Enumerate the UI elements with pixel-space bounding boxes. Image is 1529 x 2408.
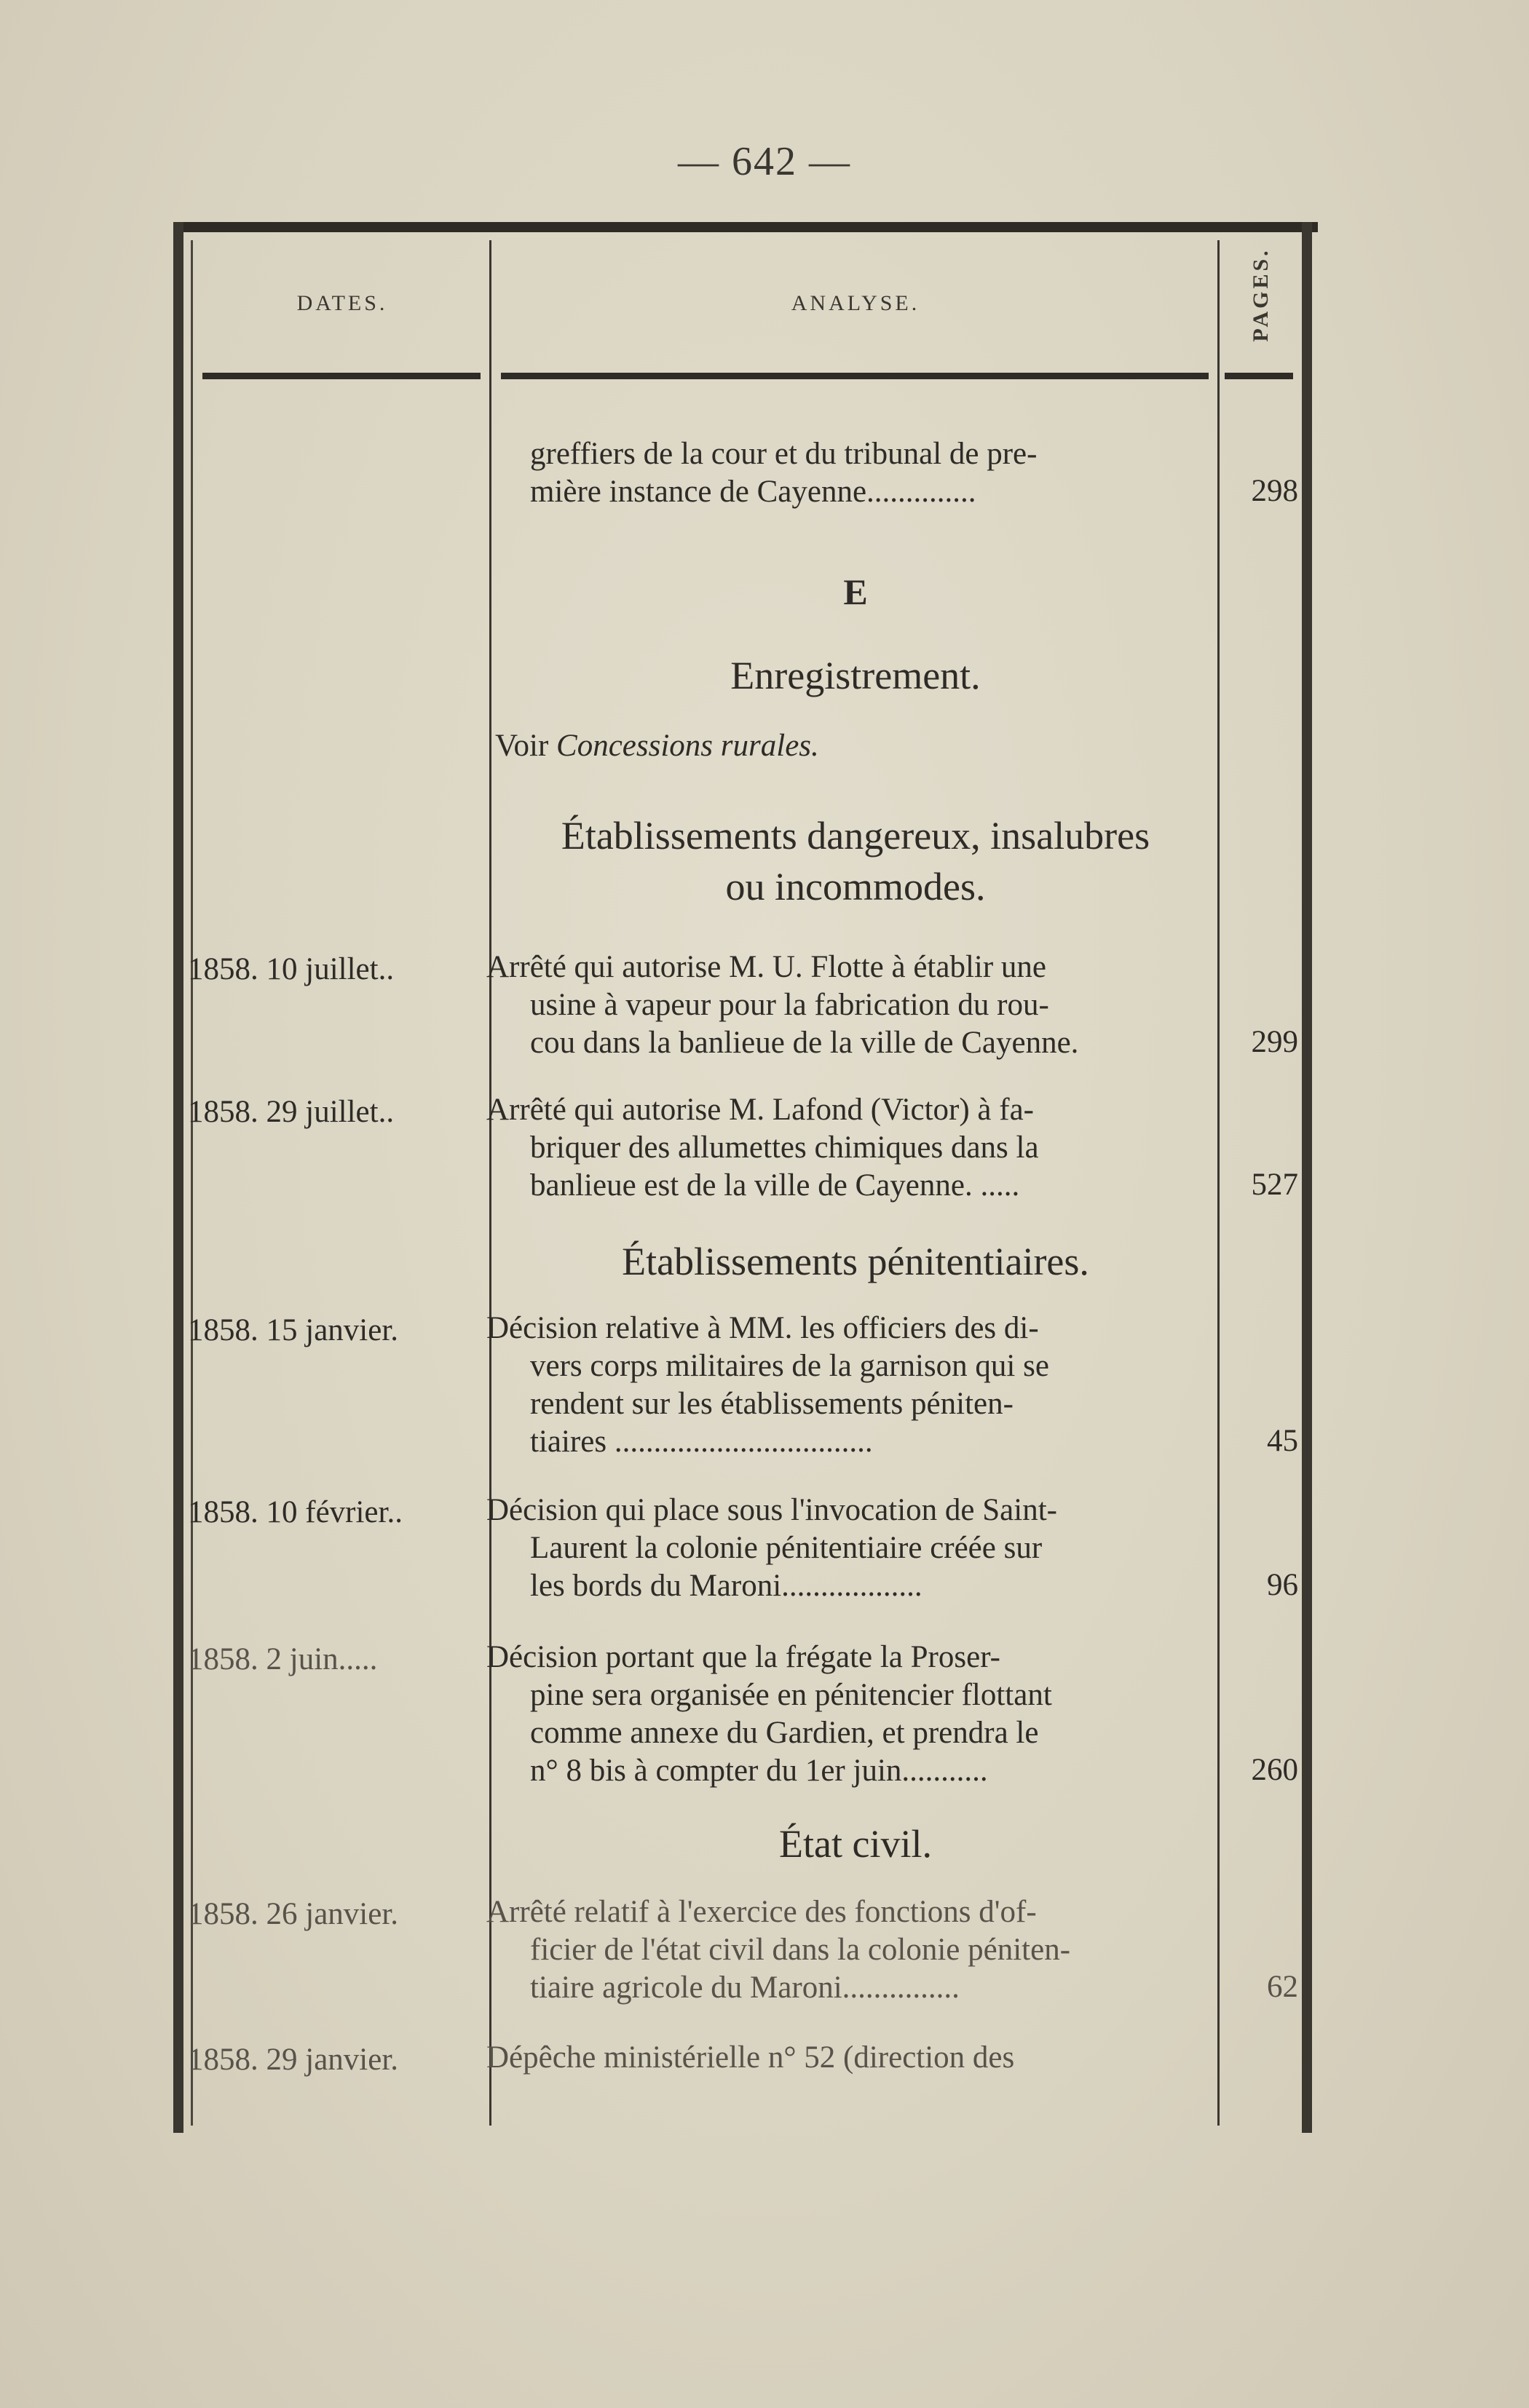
column-header-dates: DATES. [296,291,388,315]
entry-date: 1858. 15 janvier. [188,1313,399,1347]
entry-line: briquer des allumettes chimiques dans la [530,1130,1039,1165]
page-number: — 642 — [678,139,851,184]
column-header-analyse: ANALYSE. [791,291,920,315]
page-ref: 260 [1251,1753,1298,1787]
cross-reference-target: Concessions rurales. [556,729,819,763]
table-top-border [178,222,1318,232]
page-ref: 298 [1251,474,1298,508]
section-heading: État civil. [779,1822,932,1866]
table-left-border [173,222,183,2133]
entry-date: 1858. 29 janvier. [188,2043,399,2077]
entry-line: n° 8 bis à compter du 1er juin........... [530,1754,988,1788]
section-heading: Établissements pénitentiaires. [622,1240,1089,1283]
entry-line: usine à vapeur pour la fabrication du rou- [530,988,1049,1022]
entry-date: 1858. 10 février.. [188,1495,403,1529]
entry-line: rendent sur les établissements péniten- [530,1387,1014,1421]
section-heading: ou incommodes. [725,865,986,908]
page-ref: 62 [1267,1970,1298,2004]
entry-line: mière instance de Cayenne.............. [530,475,976,509]
entry-line: greffiers de la cour et du tribunal de pre- [530,437,1038,471]
entry-line: cou dans la banlieue de la ville de Cayenne. [530,1026,1079,1060]
entry-text [486,1310,1211,1461]
entry-text [486,1639,1211,1790]
entry-line: banlieue est de la ville de Cayenne. ..... [530,1168,1020,1203]
entry-line: Arrêté relatif à l'exercice des fonctions d'of- [486,1895,1037,1929]
entry-text [486,1492,1211,1605]
page-ref: 299 [1251,1025,1298,1059]
entry-date: 1858. 29 juillet.. [188,1095,395,1129]
header-rule-pages [1225,373,1293,379]
section-heading: Établissements dangereux, insalubres [561,814,1150,858]
entry-date: 1858. 26 janvier. [188,1897,399,1931]
entry-text [486,1091,1211,1205]
column-header-pages: PAGES. [1249,247,1273,342]
page-ref: 527 [1251,1168,1298,1202]
continuation-entry [486,435,1211,511]
entry-line: tiaire agricole du Maroni............... [530,1971,960,2005]
entry-line: Décision relative à MM. les officiers des di- [486,1311,1039,1345]
entry-text [486,2039,1211,2077]
entry-line: Décision portant que la frégate la Proser- [486,1640,1000,1674]
cross-reference-prefix: Voir [495,729,549,763]
table-right-border [1302,222,1312,2133]
entry-text [486,1893,1211,2007]
entry-line: tiaires ................................. [530,1425,873,1459]
entry-line: Arrêté qui autorise M. U. Flotte à établir une [486,950,1047,984]
header-rule-analyse [501,373,1209,379]
entry-line: Arrêté qui autorise M. Lafond (Victor) à fa- [486,1093,1034,1127]
cross-reference [495,728,819,764]
entry-line: comme annexe du Gardien, et prendra le [530,1716,1039,1750]
entry-date: 1858. 10 juillet.. [188,952,395,986]
letter-heading: E [843,571,868,612]
section-heading: Enregistrement. [730,654,981,697]
entry-line: vers corps militaires de la garnison qui se [530,1349,1049,1383]
entry-line: ficier de l'état civil dans la colonie péniten- [530,1933,1071,1967]
header-rule-dates [202,373,481,379]
entry-date: 1858. 2 juin..... [188,1642,378,1676]
entry-line: les bords du Maroni.................. [530,1569,922,1603]
entry-line: Laurent la colonie pénitentiaire créée sur [530,1531,1043,1565]
entry-line: Décision qui place sous l'invocation de Saint- [486,1493,1057,1527]
entry-text [486,948,1211,1062]
table-left-inner-border [191,240,193,2126]
entry-line: pine sera organisée en pénitencier flottant [530,1678,1052,1712]
page-ref: 96 [1267,1568,1298,1602]
page-ref: 45 [1267,1424,1298,1458]
entry-line: Dépêche ministérielle n° 52 (direction des [486,2040,1015,2075]
